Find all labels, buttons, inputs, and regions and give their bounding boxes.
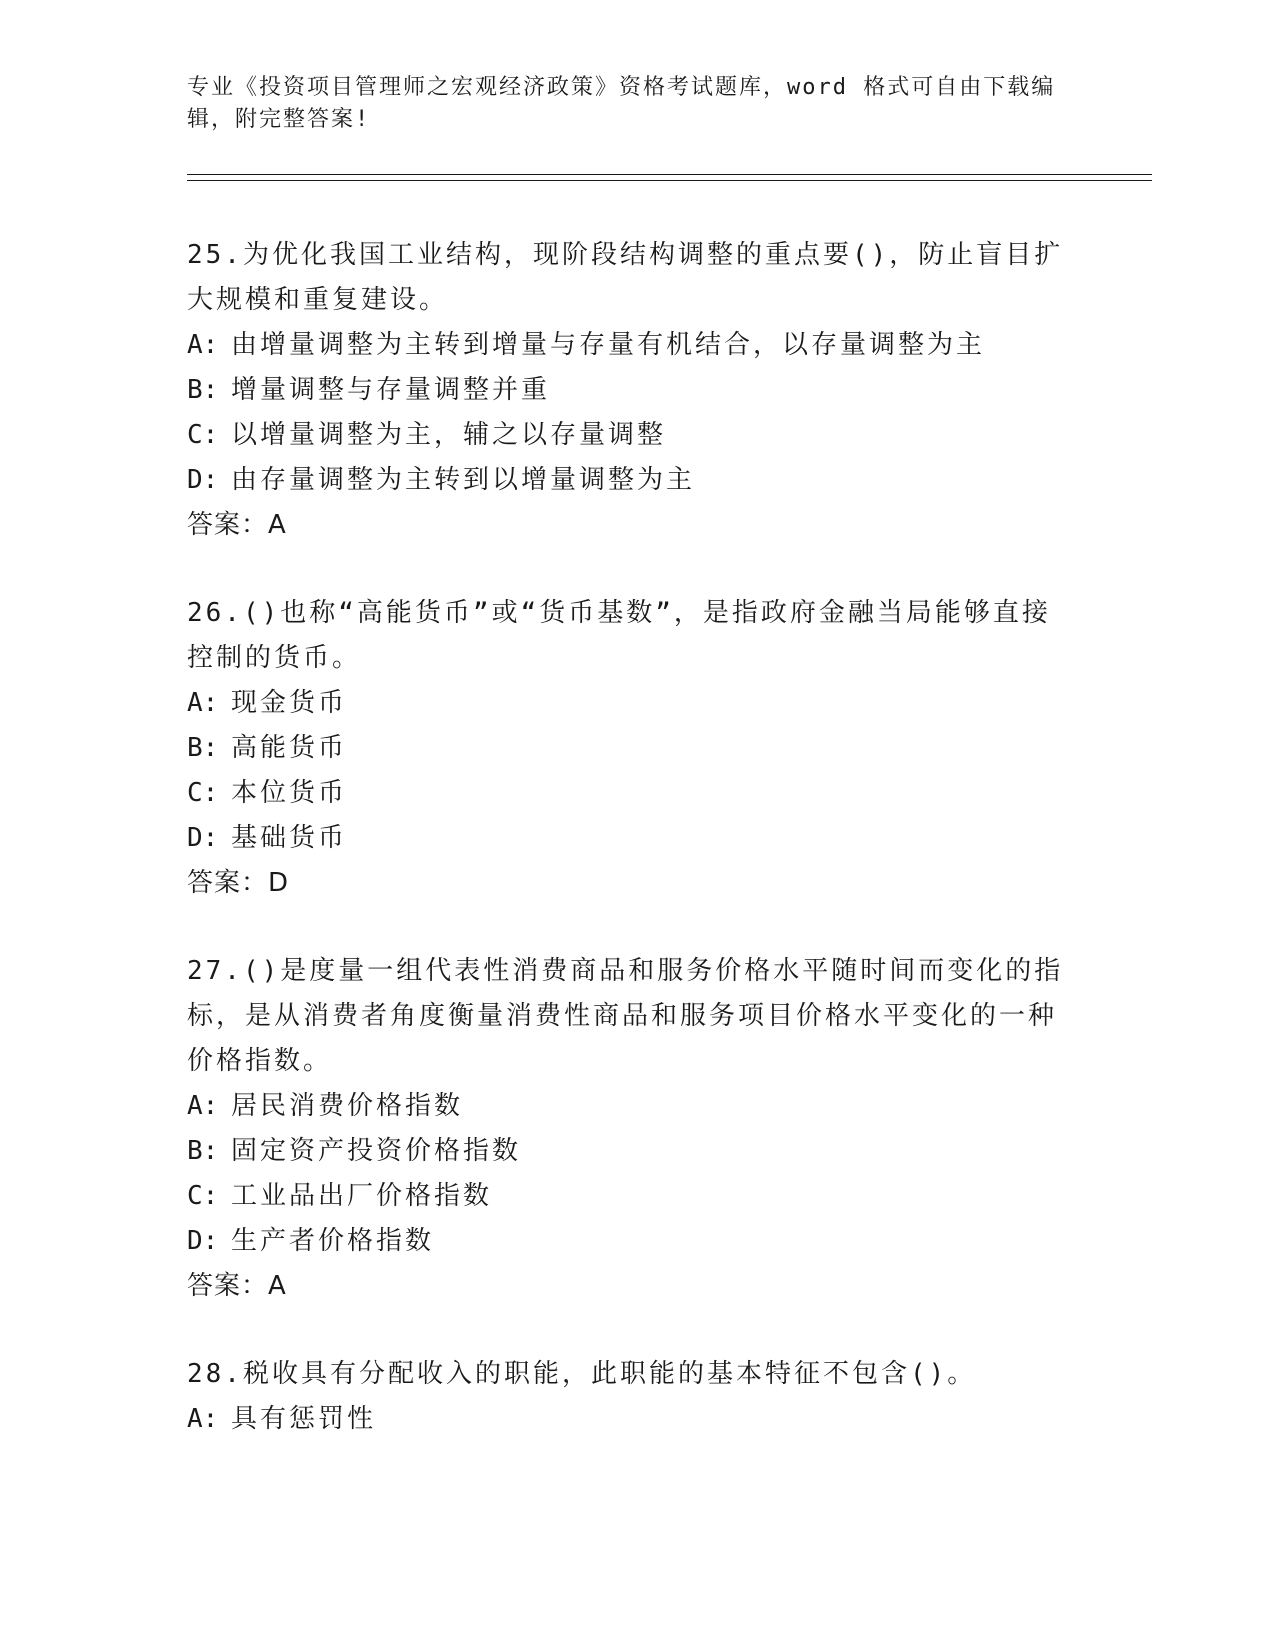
header-divider-top bbox=[187, 174, 1152, 175]
option-c bbox=[187, 771, 1067, 816]
option-letter: C: bbox=[187, 420, 219, 450]
option-letter: A: bbox=[187, 1404, 219, 1434]
option-c bbox=[187, 1174, 1067, 1219]
option-text: 以增量调整为主，辅之以存量调整 bbox=[231, 420, 667, 450]
option-letter: D: bbox=[187, 465, 219, 495]
question-26 bbox=[187, 591, 1067, 906]
option-text: 基础货币 bbox=[231, 823, 348, 853]
option-b bbox=[187, 726, 1067, 771]
option-d bbox=[187, 1219, 1067, 1264]
option-letter: D: bbox=[187, 823, 219, 853]
option-a bbox=[187, 681, 1067, 726]
question-27 bbox=[187, 949, 1067, 1309]
option-c bbox=[187, 413, 1067, 458]
option-text: 由存量调整为主转到以增量调整为主 bbox=[231, 465, 696, 495]
question-stem: 26.()也称“高能货币”或“货币基数”，是指政府金融当局能够直接控制的货币。 bbox=[187, 598, 1051, 673]
option-letter: B: bbox=[187, 733, 219, 763]
option-a bbox=[187, 1397, 1067, 1442]
option-letter: A: bbox=[187, 330, 219, 360]
option-letter: C: bbox=[187, 1181, 219, 1211]
question-stem: 27.()是度量一组代表性消费商品和服务价格水平随时间而变化的指标，是从消费者角度衡量消费性商品和服务项目价格水平变化的一种价格指数。 bbox=[187, 956, 1064, 1076]
option-b bbox=[187, 368, 1067, 413]
answer-line: 答案：A bbox=[187, 1271, 287, 1301]
question-list bbox=[187, 233, 1067, 1485]
option-letter: D: bbox=[187, 1226, 219, 1256]
option-letter: A: bbox=[187, 688, 219, 718]
answer-line: 答案：A bbox=[187, 510, 287, 540]
option-text: 由增量调整为主转到增量与存量有机结合，以存量调整为主 bbox=[231, 330, 986, 360]
option-d bbox=[187, 458, 1067, 503]
option-letter: B: bbox=[187, 375, 219, 405]
option-text: 固定资产投资价格指数 bbox=[231, 1136, 522, 1166]
option-letter: A: bbox=[187, 1091, 219, 1121]
option-letter: B: bbox=[187, 1136, 219, 1166]
option-letter: C: bbox=[187, 778, 219, 808]
option-text: 居民消费价格指数 bbox=[231, 1091, 464, 1121]
question-stem: 28.税收具有分配收入的职能，此职能的基本特征不包含()。 bbox=[187, 1359, 977, 1389]
header-divider-bottom bbox=[187, 180, 1152, 181]
answer-line: 答案：D bbox=[187, 868, 290, 898]
option-a bbox=[187, 1084, 1067, 1129]
option-text: 增量调整与存量调整并重 bbox=[231, 375, 551, 405]
question-25 bbox=[187, 233, 1067, 548]
question-stem: 25.为优化我国工业结构，现阶段结构调整的重点要()，防止盲目扩大规模和重复建设。 bbox=[187, 240, 1064, 315]
question-28 bbox=[187, 1352, 1067, 1442]
option-text: 现金货币 bbox=[231, 688, 348, 718]
option-b bbox=[187, 1129, 1067, 1174]
option-d bbox=[187, 816, 1067, 861]
option-text: 本位货币 bbox=[231, 778, 348, 808]
option-text: 高能货币 bbox=[231, 733, 348, 763]
option-text: 具有惩罚性 bbox=[231, 1404, 377, 1434]
option-text: 生产者价格指数 bbox=[231, 1226, 435, 1256]
option-text: 工业品出厂价格指数 bbox=[231, 1181, 493, 1211]
document-header: 专业《投资项目管理师之宏观经济政策》资格考试题库，word 格式可自由下载编辑，附完整答案! bbox=[187, 75, 1056, 132]
option-a bbox=[187, 323, 1067, 368]
